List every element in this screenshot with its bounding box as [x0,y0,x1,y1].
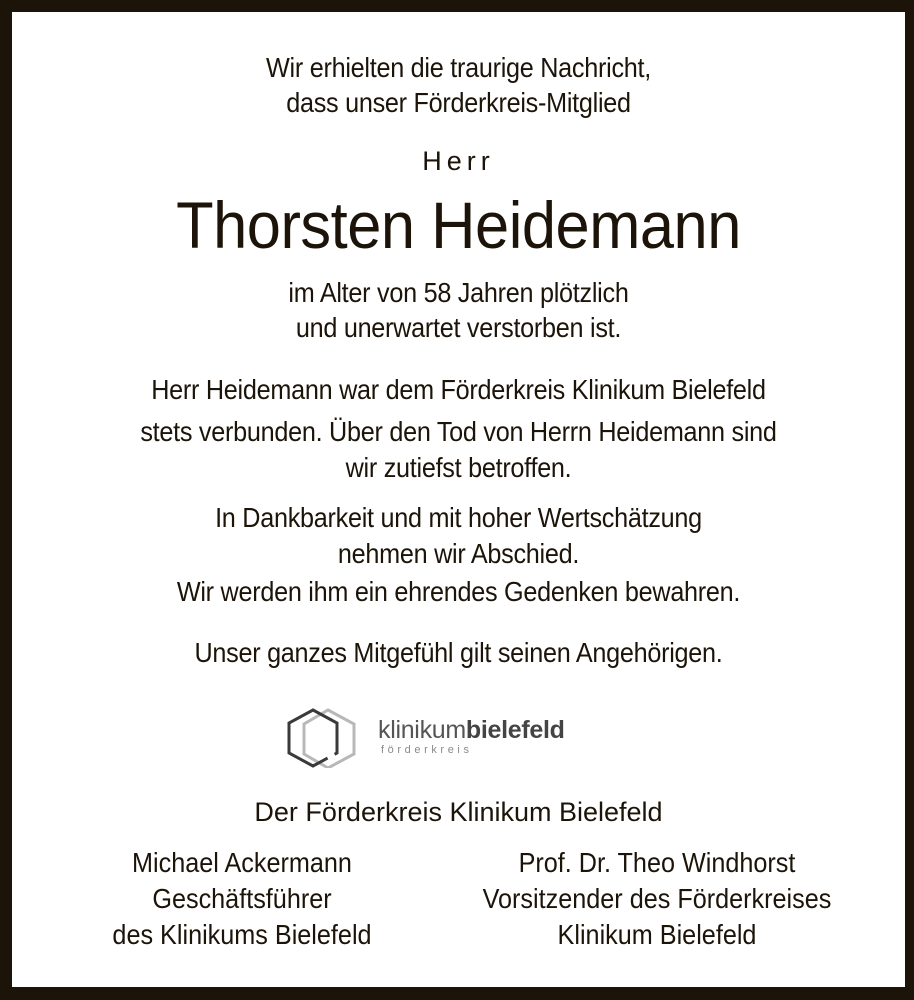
paragraph3: Unser ganzes Mitgefühl gilt seinen Angehörigen. [194,637,723,668]
paragraph2-line-3: Wir werden ihm ein ehrendes Gedenken bewahren. [176,576,741,607]
signatory-name: Prof. Dr. Theo Windhorst [518,847,796,878]
signatory-left [71,845,413,953]
organization-name: Der Förderkreis Klinikum Bielefeld [254,797,663,827]
paragraph2-line-2: nehmen wir Abschied. [337,538,580,569]
logo-wordmark [378,716,565,745]
death-note-line-1: im Alter von 58 Jahren plötzlich [288,277,629,308]
signatory-role: Vorsitzender des Förderkreises [482,883,832,914]
logo-word-bold: bielefeld [465,716,565,744]
intro-line-1: Wir erhielten die traurige Nachricht, [266,52,651,83]
logo-word-light: klinikum [378,716,466,744]
paragraph2-line-1: In Dankbarkeit und mit hoher Wertschätzung [215,502,702,533]
logo-subtitle: förderkreis [381,744,473,756]
paragraph1-line-3: wir zutiefst betroffen. [345,452,572,483]
paragraph1-line-1: Herr Heidemann war dem Förderkreis Klinikum Bielefeld [151,374,766,405]
obituary-notice [12,12,905,987]
paragraph1-line-2: stets verbunden. Über den Tod von Herrn Heidemann sind [140,416,777,447]
death-note-line-2: und unerwartet verstorben ist. [295,312,622,343]
signatory-right [459,845,855,953]
deceased-name: Thorsten Heidemann [176,188,741,262]
signatory-role: Geschäftsführer [152,883,332,914]
klinikum-bielefeld-logo [280,704,640,768]
signatory-name: Michael Ackermann [132,847,352,878]
signatory-org: Klinikum Bielefeld [557,919,757,950]
salutation: Herr [422,146,495,176]
signatory-org: des Klinikums Bielefeld [112,919,372,950]
intro-line-2: dass unser Förderkreis-Mitglied [286,87,631,118]
hexagon-logo-icon [280,704,372,768]
